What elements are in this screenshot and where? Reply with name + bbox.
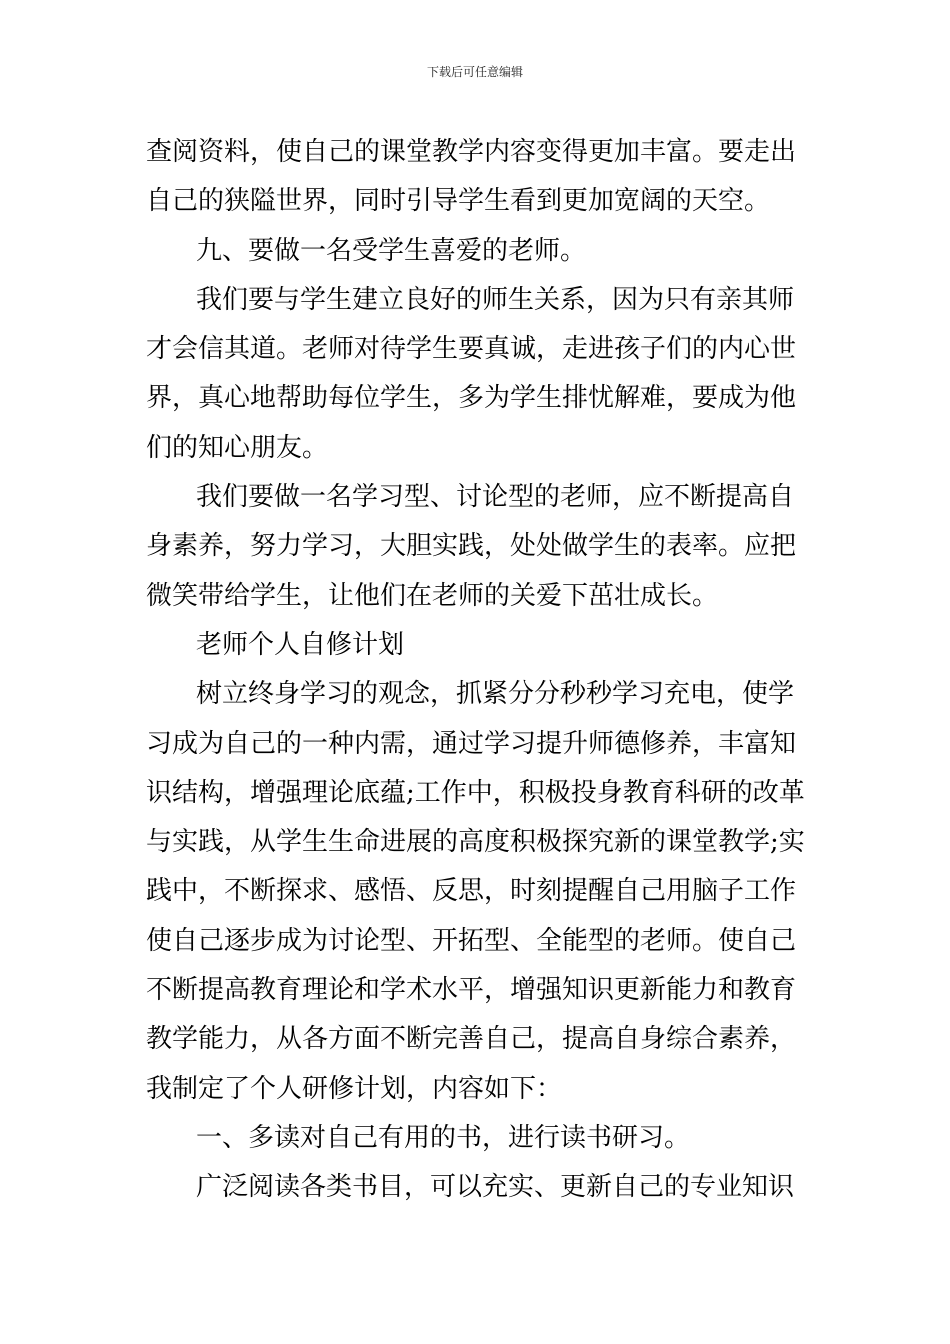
text-line: 不断提高教育理论和学术水平，增强知识更新能力和教育	[146, 975, 797, 1006]
text-line: 我制定了个人研修计划，内容如下：	[146, 1073, 563, 1104]
text-line: 身素养，努力学习，大胆实践，处处做学生的表率。应把	[146, 531, 797, 562]
page-header: 下载后可任意编辑	[426, 65, 523, 79]
text-line: 微笑带给学生，让他们在老师的关爱下茁壮成长。	[146, 580, 719, 611]
text-line: 自己的狭隘世界，同时引导学生看到更加宽阔的天空。	[146, 186, 771, 217]
text-line: 界，真心地帮助每位学生，多为学生排忧解难，要成为他	[146, 383, 797, 414]
text-line: 使自己逐步成为讨论型、开拓型、全能型的老师。使自己	[146, 925, 797, 956]
text-line: 老师个人自修计划	[196, 629, 405, 660]
document-body	[146, 128, 814, 1213]
text-line: 我们要做一名学习型、讨论型的老师，应不断提高自	[196, 482, 795, 513]
text-line: 教学能力，从各方面不断完善自己，提高自身综合素养，	[146, 1024, 797, 1055]
text-line: 习成为自己的一种内需，通过学习提升师德修养，丰富知	[146, 728, 797, 759]
text-line: 树立终身学习的观念，抓紧分分秒秒学习充电，使学	[196, 679, 795, 710]
text-line: 们的知心朋友。	[146, 432, 329, 463]
text-line: 我们要与学生建立良好的师生关系，因为只有亲其师	[196, 284, 795, 315]
text-line: 广泛阅读各类书目，可以充实、更新自己的专业知识	[196, 1172, 795, 1203]
text-line: 一、多读对自己有用的书，进行读书研习。	[196, 1122, 691, 1153]
text-line: 与实践，从学生生命进展的高度积极探究新的课堂教学;实	[146, 827, 805, 858]
text-line: 才会信其道。老师对待学生要真诚，走进孩子们的内心世	[146, 334, 797, 365]
text-line: 查阅资料，使自己的课堂教学内容变得更加丰富。要走出	[146, 137, 797, 167]
text-line: 九、要做一名受学生喜爱的老师。	[196, 235, 587, 266]
text-line: 践中，不断探求、感悟、反思，时刻提醒自己用脑子工作	[146, 876, 797, 907]
text-line: 识结构，增强理论底蕴;工作中，积极投身教育科研的改革	[146, 777, 805, 808]
